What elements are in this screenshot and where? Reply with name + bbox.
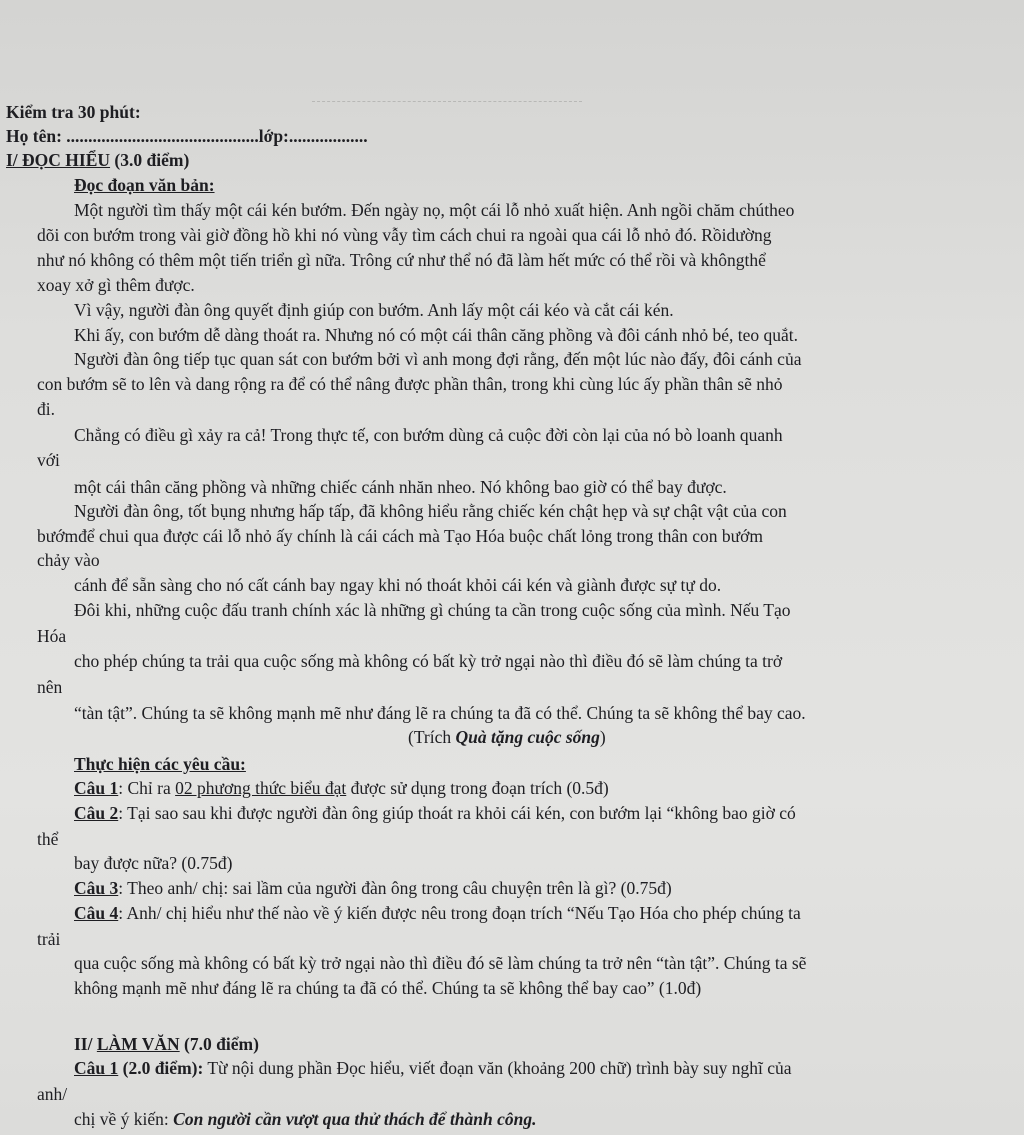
essay-question-1	[74, 1057, 792, 1079]
passage-line: xoay xở gì thêm được.	[37, 275, 195, 295]
source-suffix: )	[599, 727, 606, 747]
question-4-wrap: qua cuộc sống mà không có bất kỳ trở ngại nào thì điều đó sẽ làm chúng ta trở nên “tàn tật”. Chúng ta sẽ	[74, 953, 807, 973]
passage-line: chảy vào	[37, 550, 100, 570]
source-citation	[408, 726, 606, 748]
passage-line: đi.	[37, 399, 55, 419]
essay-question-1-wrap	[74, 1108, 537, 1130]
question-2-label: Câu 2	[74, 803, 119, 823]
source-prefix: (Trích	[408, 727, 456, 747]
passage-line: bướmđể chui qua được cái lỗ nhỏ ấy chính là cái cách mà Tạo Hóa buộc chất lỏng trong thân con bướm	[37, 526, 764, 546]
section-1-heading	[6, 149, 189, 171]
question-1-text: : Chỉ ra	[118, 778, 176, 798]
question-4-wrap: trải	[37, 929, 61, 949]
question-1-underlined: 02 phương thức biểu đạt	[175, 778, 347, 798]
passage-line: Một người tìm thấy một cái kén bướm. Đến ngày nọ, một cái lỗ nhỏ xuất hiện. Anh ngồi chăm chútheo	[74, 200, 795, 220]
passage-line: Người đàn ông tiếp tục quan sát con bướm bởi vì anh mong đợi rằng, đến một lúc nào đấy, đôi cánh của	[74, 349, 802, 369]
source-title: Quà tặng cuộc sống	[455, 727, 600, 747]
section-2-prefix: II/	[74, 1034, 97, 1054]
question-4	[74, 902, 801, 924]
passage-line: Khi ấy, con bướm dễ dàng thoát ra. Nhưng nó có một cái thân căng phồng và đôi cánh nhỏ bé, teo quắt.	[74, 325, 798, 345]
essay-question-1-points: (2.0 điểm):	[118, 1058, 204, 1078]
passage-line: dõi con bướm trong vài giờ đồng hồ khi nó vùng vẫy tìm cách chui ra ngoài qua cái lỗ nhỏ đó. Rồidường	[37, 225, 772, 245]
passage-line: con bướm sẽ to lên và dang rộng ra để có thể nâng được phần thân, trong khi cùng lúc ấy phần thân sẽ nhỏ	[37, 374, 783, 394]
question-3-text: : Theo anh/ chị: sai lầm của người đàn ông trong câu chuyện trên là gì? (0.75đ)	[118, 878, 672, 898]
passage-line: với	[37, 450, 60, 470]
passage-line: như nó không có thêm một tiến triển gì nữa. Trông cứ như thể nó đã làm hết mức có thể rồi và khôngthể	[37, 250, 766, 270]
passage-line: cho phép chúng ta trải qua cuộc sống mà không có bất kỳ trở ngại nào thì điều đó sẽ làm chúng ta trở	[74, 651, 783, 671]
passage-line: Chẳng có điều gì xảy ra cả! Trong thực tế, con bướm dùng cả cuộc đời còn lại của nó bò loanh quanh	[74, 425, 783, 445]
section-2-title: LÀM VĂN	[96, 1034, 180, 1054]
passage-line: nên	[37, 677, 63, 697]
passage-line: Vì vậy, người đàn ông quyết định giúp con bướm. Anh lấy một cái kéo và cắt cái kén.	[74, 300, 674, 320]
essay-question-1-wrap: anh/	[37, 1084, 68, 1104]
question-2-wrap: thể	[37, 829, 59, 849]
essay-question-1-label: Câu 1	[74, 1058, 119, 1078]
passage-line: “tàn tật”. Chúng ta sẽ không mạnh mẽ như đáng lẽ ra chúng ta đã có thể. Chúng ta sẽ không thể bay cao.	[74, 703, 806, 723]
passage-line: Người đàn ông, tốt bụng nhưng hấp tấp, đã không hiểu rằng chiếc kén chật hẹp và sự chật vật của con	[74, 501, 787, 521]
question-2-text: : Tại sao sau khi được người đàn ông giúp thoát ra khỏi cái kén, con bướm lại “không bao giờ có	[118, 803, 796, 823]
question-4-wrap: không mạnh mẽ như đáng lẽ ra chúng ta đã có thể. Chúng ta sẽ không thể bay cao” (1.0đ)	[74, 978, 702, 998]
essay-question-1-text-a: chị về ý kiến:	[74, 1109, 174, 1129]
section-1-points: (3.0 điểm)	[110, 150, 190, 170]
question-3	[74, 877, 672, 899]
read-instruction: Đọc đoạn văn bản:	[74, 175, 215, 195]
passage-line: Đôi khi, những cuộc đấu tranh chính xác là những gì chúng ta cần trong cuộc sống của mình. Nếu Tạo	[74, 600, 791, 620]
question-4-text: : Anh/ chị hiểu như thế nào về ý kiến được nêu trong đoạn trích “Nếu Tạo Hóa cho phép chúng ta	[118, 903, 801, 923]
name-class-line: Họ tên: ............................................lớp:..................	[6, 126, 368, 146]
question-2	[74, 802, 796, 824]
exam-title: Kiểm tra 30 phút:	[6, 102, 141, 122]
section-2-points: (7.0 điểm)	[179, 1034, 259, 1054]
passage-line: Hóa	[37, 626, 67, 646]
section-2-heading	[74, 1033, 259, 1055]
question-1	[74, 777, 609, 799]
passage-line: một cái thân căng phồng và những chiếc cánh nhăn nheo. Nó không bao giờ có thể bay được.	[74, 477, 727, 497]
tasks-heading: Thực hiện các yêu cầu:	[74, 754, 246, 774]
question-1-text-end: được sử dụng trong đoạn trích (0.5đ)	[346, 778, 609, 798]
question-1-label: Câu 1	[74, 778, 119, 798]
question-3-label: Câu 3	[74, 878, 119, 898]
question-2-wrap: bay được nữa? (0.75đ)	[74, 853, 233, 873]
faint-dashed-line	[312, 101, 582, 102]
passage-line: cánh để sẵn sàng cho nó cất cánh bay ngay khi nó thoát khỏi cái kén và giành được sự tự do.	[74, 575, 722, 595]
essay-question-1-text: Từ nội dung phần Đọc hiểu, viết đoạn văn (khoảng 200 chữ) trình bày suy nghĩ của	[203, 1058, 792, 1078]
section-1-title: I/ ĐỌC HIỂU	[6, 150, 111, 170]
essay-question-1-topic: Con người cần vượt qua thử thách để thành công.	[173, 1109, 537, 1129]
question-4-label: Câu 4	[74, 903, 119, 923]
